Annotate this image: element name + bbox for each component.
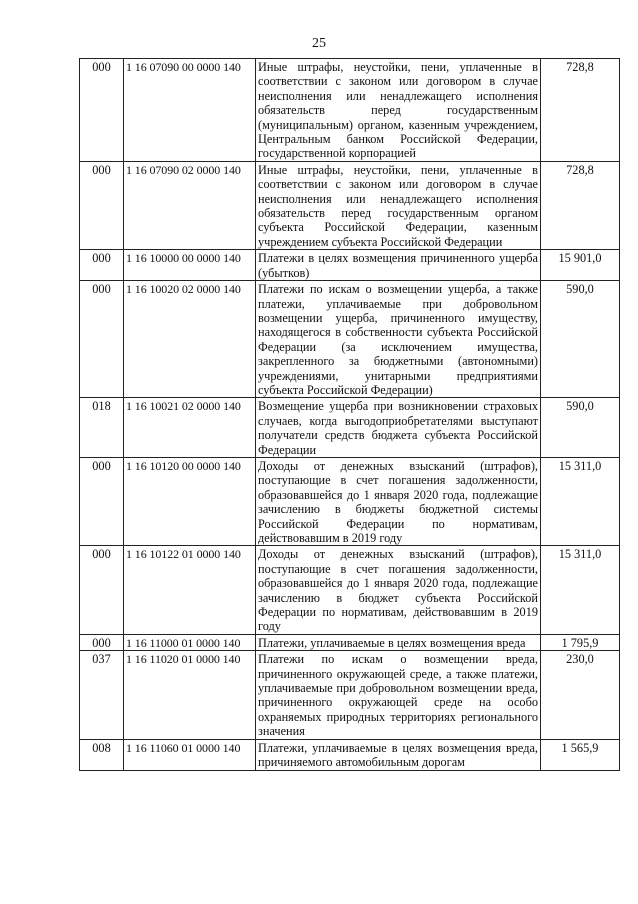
budget-code-cell: 1 16 10021 02 0000 140 [124, 398, 256, 458]
admin-code-cell: 000 [80, 457, 124, 545]
admin-code-cell: 000 [80, 250, 124, 281]
admin-code-cell: 008 [80, 739, 124, 770]
budget-code-cell: 1 16 07090 02 0000 140 [124, 161, 256, 249]
amount-cell: 15 311,0 [541, 457, 620, 545]
revenue-name-cell: Платежи, уплачиваемые в целях возмещения вреда, причиняемого автомобильным дорогам [256, 739, 541, 770]
budget-code-cell: 1 16 10122 01 0000 140 [124, 546, 256, 634]
budget-code-cell: 1 16 10000 00 0000 140 [124, 250, 256, 281]
table-row [80, 739, 620, 770]
admin-code-cell: 037 [80, 651, 124, 739]
page-number: 25 [312, 36, 326, 51]
admin-code-cell: 000 [80, 546, 124, 634]
revenue-name-cell: Доходы от денежных взысканий (штрафов), поступающие в счет погашения задолженности, образовавшейся до 1 января 2020 года, подлежащие зачислению в бюджеты бюджетной системы Российской Федерации по нормативам, действовавшим в 2019 году [256, 457, 541, 545]
revenue-name-cell: Иные штрафы, неустойки, пени, уплаченные в соответствии с законом или договором в случае неисполнения или ненадлежащего исполнения обязательств перед государственным органом субъекта Российской Федерации, казенным учреждением субъекта Российской Федерации [256, 161, 541, 249]
revenue-name-cell: Иные штрафы, неустойки, пени, уплаченные в соответствии с законом или договором в случае неисполнения или ненадлежащего исполнения обязательств перед государственным (муниципальным) органом, казенным учреждением, Центральным банком Российской Федерации, государственной корпорацией [256, 59, 541, 162]
revenue-name-cell: Доходы от денежных взысканий (штрафов), поступающие в счет погашения задолженности, образовавшейся до 1 января 2020 года, подлежащие зачислению в бюджет субъекта Российской Федерации по нормативам, действовавшим в 2019 году [256, 546, 541, 634]
table-row [80, 59, 620, 162]
revenue-name-cell: Платежи, уплачиваемые в целях возмещения вреда [256, 634, 541, 650]
revenue-table [79, 58, 620, 771]
table-row [80, 281, 620, 398]
table-row [80, 250, 620, 281]
revenue-table-body [80, 59, 620, 771]
amount-cell: 230,0 [541, 651, 620, 739]
amount-cell: 728,8 [541, 59, 620, 162]
amount-cell: 1 565,9 [541, 739, 620, 770]
budget-code-cell: 1 16 11000 01 0000 140 [124, 634, 256, 650]
amount-cell: 15 311,0 [541, 546, 620, 634]
revenue-name-cell: Возмещение ущерба при возникновении страховых случаев, когда выгодоприобретателями выступают получатели средств бюджета субъекта Российской Федерации [256, 398, 541, 458]
admin-code-cell: 018 [80, 398, 124, 458]
admin-code-cell: 000 [80, 281, 124, 398]
revenue-name-cell: Платежи по искам о возмещении вреда, причиненного окружающей среде, а также платежи, уплачиваемые при добровольном возмещении вреда, причиненного окружающей среде на особо охраняемых природных территориях регионального значения [256, 651, 541, 739]
budget-code-cell: 1 16 10020 02 0000 140 [124, 281, 256, 398]
amount-cell: 728,8 [541, 161, 620, 249]
table-row [80, 546, 620, 634]
table-row [80, 651, 620, 739]
amount-cell: 590,0 [541, 398, 620, 458]
budget-code-cell: 1 16 11020 01 0000 140 [124, 651, 256, 739]
revenue-name-cell: Платежи в целях возмещения причиненного ущерба (убытков) [256, 250, 541, 281]
table-row [80, 161, 620, 249]
budget-code-cell: 1 16 11060 01 0000 140 [124, 739, 256, 770]
amount-cell: 590,0 [541, 281, 620, 398]
amount-cell: 1 795,9 [541, 634, 620, 650]
table-row [80, 398, 620, 458]
revenue-name-cell: Платежи по искам о возмещении ущерба, а также платежи, уплачиваемые при добровольном возмещении ущерба, причиненного имуществу, находящегося в собственности субъекта Российской Федерации (за исключением имущества, закрепленного за бюджетными (автономными) учреждениями, унитарными предприятиями субъекта Российской Федерации) [256, 281, 541, 398]
budget-code-cell: 1 16 10120 00 0000 140 [124, 457, 256, 545]
admin-code-cell: 000 [80, 59, 124, 162]
table-row [80, 634, 620, 650]
amount-cell: 15 901,0 [541, 250, 620, 281]
admin-code-cell: 000 [80, 634, 124, 650]
admin-code-cell: 000 [80, 161, 124, 249]
table-row [80, 457, 620, 545]
budget-code-cell: 1 16 07090 00 0000 140 [124, 59, 256, 162]
